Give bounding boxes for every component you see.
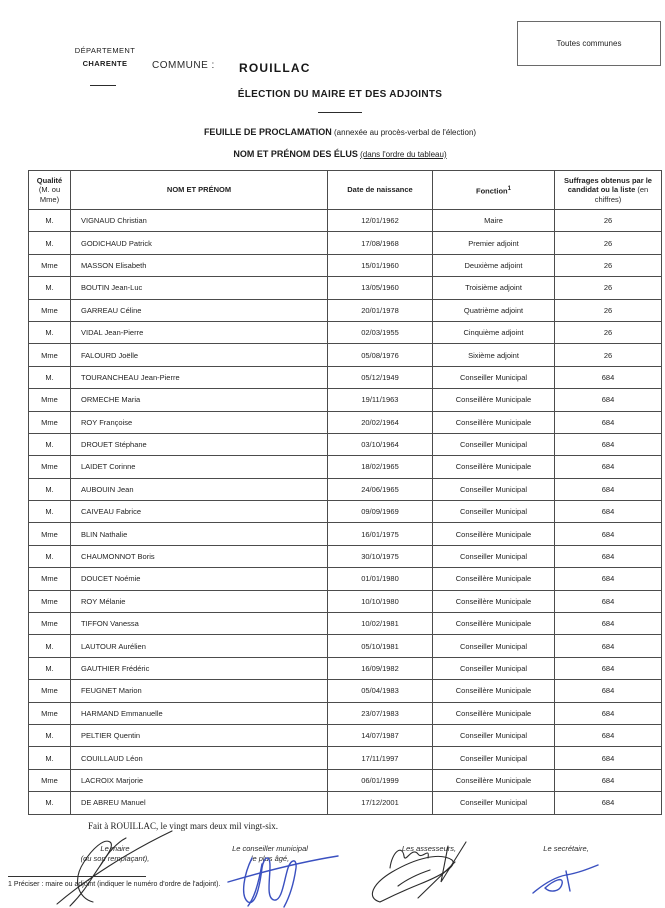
- conseiller-signature-scrawl: [228, 853, 338, 907]
- nom-cell: AUBOUIN Jean: [71, 478, 328, 500]
- fonction-cell: Conseiller Municipal: [433, 366, 555, 388]
- date-naissance-cell: 16/01/1975: [328, 523, 433, 545]
- fonction-cell: Premier adjoint: [433, 232, 555, 254]
- nom-cell: LAUTOUR Aurélien: [71, 635, 328, 657]
- date-naissance-cell: 17/08/1968: [328, 232, 433, 254]
- signature-label-assesseurs: [402, 844, 456, 854]
- suffrages-cell: 684: [555, 635, 662, 657]
- nom-cell: DE ABREU Manuel: [71, 792, 328, 814]
- date-naissance-cell: 09/09/1969: [328, 501, 433, 523]
- nom-cell: ROY Françoise: [71, 411, 328, 433]
- signature-label-secretaire: [543, 844, 588, 854]
- nom-cell: FALOURD Joëlle: [71, 344, 328, 366]
- fonction-cell: Conseiller Municipal: [433, 501, 555, 523]
- date-naissance-cell: 05/10/1981: [328, 635, 433, 657]
- subtitle-proclamation: [15, 127, 665, 137]
- nom-cell: ORMECHE Maria: [71, 389, 328, 411]
- fonction-cell: Conseillère Municipale: [433, 613, 555, 635]
- fonction-cell: Conseiller Municipal: [433, 792, 555, 814]
- fonction-cell: Conseillère Municipale: [433, 456, 555, 478]
- date-naissance-cell: 10/02/1981: [328, 613, 433, 635]
- suffrages-cell: 684: [555, 478, 662, 500]
- table-row: [29, 724, 662, 746]
- header-fonction-footnote-ref: 1: [507, 185, 511, 192]
- nom-cell: TIFFON Vanessa: [71, 613, 328, 635]
- header-qualite-line2: (M. ou Mme): [38, 185, 61, 204]
- table-row: [29, 657, 662, 679]
- table-row: [29, 568, 662, 590]
- subtitle-proclamation-normal: (annexée au procès-verbal de l'élection): [334, 128, 477, 137]
- suffrages-cell: 684: [555, 456, 662, 478]
- table-row: [29, 545, 662, 567]
- date-naissance-cell: 30/10/1975: [328, 545, 433, 567]
- qualite-cell: Mme: [29, 680, 71, 702]
- date-naissance-cell: 06/01/1999: [328, 769, 433, 791]
- date-naissance-cell: 13/05/1960: [328, 277, 433, 299]
- qualite-cell: Mme: [29, 344, 71, 366]
- fonction-cell: Deuxième adjoint: [433, 254, 555, 276]
- subtitle-noms: [15, 149, 665, 159]
- table-row: [29, 635, 662, 657]
- date-naissance-cell: 03/10/1964: [328, 433, 433, 455]
- suffrages-cell: 26: [555, 277, 662, 299]
- fonction-cell: Conseillère Municipale: [433, 680, 555, 702]
- footnote-divider: [8, 876, 146, 877]
- date-naissance-cell: 20/02/1964: [328, 411, 433, 433]
- nom-cell: BLIN Nathalie: [71, 523, 328, 545]
- signature-label-conseiller: [232, 844, 308, 863]
- subtitle-noms-bold: NOM ET PRÉNOM DES ÉLUS: [233, 149, 358, 159]
- fonction-cell: Conseiller Municipal: [433, 433, 555, 455]
- suffrages-cell: 684: [555, 680, 662, 702]
- header-suffrages-bold: Suffrages obtenus par le candidat ou la liste: [564, 175, 652, 195]
- date-naissance-cell: 23/07/1983: [328, 702, 433, 724]
- subtitle-proclamation-bold: FEUILLE DE PROCLAMATION: [203, 127, 332, 137]
- header-suffrages: [555, 171, 662, 210]
- fonction-cell: Quatrième adjoint: [433, 299, 555, 321]
- nom-cell: CHAUMONNOT Boris: [71, 545, 328, 567]
- suffrages-cell: 684: [555, 724, 662, 746]
- header-qualite: [29, 171, 71, 210]
- fonction-cell: Conseiller Municipal: [433, 545, 555, 567]
- department-label: DÉPARTEMENT: [74, 46, 136, 55]
- suffrages-cell: 684: [555, 366, 662, 388]
- department-name: CHARENTE: [82, 59, 128, 68]
- signature-conseiller-line1: Le conseiller municipal: [232, 844, 308, 853]
- signature-secretaire-line1: Le secrétaire,: [543, 844, 589, 853]
- header-date-naissance: Date de naissance: [328, 171, 433, 210]
- date-naissance-cell: 17/12/2001: [328, 792, 433, 814]
- nom-cell: BOUTIN Jean-Luc: [71, 277, 328, 299]
- nom-cell: VIDAL Jean-Pierre: [71, 321, 328, 343]
- table-row: [29, 501, 662, 523]
- stamp-box-text: Toutes communes: [556, 39, 622, 48]
- suffrages-cell: 684: [555, 545, 662, 567]
- nom-cell: TOURANCHEAU Jean-Pierre: [71, 366, 328, 388]
- date-naissance-cell: 19/11/1963: [328, 389, 433, 411]
- suffrages-cell: 26: [555, 299, 662, 321]
- date-naissance-cell: 18/02/1965: [328, 456, 433, 478]
- qualite-cell: M.: [29, 657, 71, 679]
- signature-maire-line2: (ou son remplaçant),: [80, 853, 150, 863]
- qualite-cell: Mme: [29, 613, 71, 635]
- nom-cell: GARREAU Céline: [71, 299, 328, 321]
- date-naissance-cell: 05/04/1983: [328, 680, 433, 702]
- date-naissance-cell: 12/01/1962: [328, 210, 433, 232]
- fonction-cell: Conseillère Municipale: [433, 702, 555, 724]
- table-body: [29, 210, 662, 815]
- fait-a-line: Fait à ROUILLAC, le vingt mars deux mil vingt-six.: [88, 821, 278, 831]
- table-row: [29, 321, 662, 343]
- qualite-cell: M.: [29, 277, 71, 299]
- table-row: [29, 747, 662, 769]
- table-row: [29, 389, 662, 411]
- qualite-cell: Mme: [29, 299, 71, 321]
- department-block: [62, 44, 148, 70]
- table-row: [29, 254, 662, 276]
- fonction-cell: Conseillère Municipale: [433, 389, 555, 411]
- table-row: [29, 411, 662, 433]
- fonction-cell: Troisième adjoint: [433, 277, 555, 299]
- department-divider: [90, 85, 116, 86]
- table-row: [29, 366, 662, 388]
- date-naissance-cell: 02/03/1955: [328, 321, 433, 343]
- date-naissance-cell: 20/01/1978: [328, 299, 433, 321]
- fonction-cell: Conseillère Municipale: [433, 523, 555, 545]
- suffrages-cell: 684: [555, 433, 662, 455]
- fonction-cell: Conseillère Municipale: [433, 411, 555, 433]
- header-fonction: [433, 171, 555, 210]
- suffrages-cell: 684: [555, 590, 662, 612]
- qualite-cell: M.: [29, 232, 71, 254]
- subtitle-noms-normal: (dans l'ordre du tableau): [360, 150, 447, 159]
- qualite-cell: Mme: [29, 590, 71, 612]
- table-row: [29, 299, 662, 321]
- nom-cell: GAUTHIER Frédéric: [71, 657, 328, 679]
- fonction-cell: Conseiller Municipal: [433, 635, 555, 657]
- table-row: [29, 702, 662, 724]
- suffrages-cell: 684: [555, 702, 662, 724]
- date-naissance-cell: 01/01/1980: [328, 568, 433, 590]
- qualite-cell: M.: [29, 635, 71, 657]
- signature-label-maire: [81, 844, 150, 863]
- qualite-cell: M.: [29, 792, 71, 814]
- table-row: [29, 344, 662, 366]
- date-naissance-cell: 24/06/1965: [328, 478, 433, 500]
- nom-cell: DOUCET Noémie: [71, 568, 328, 590]
- qualite-cell: Mme: [29, 568, 71, 590]
- nom-cell: VIGNAUD Christian: [71, 210, 328, 232]
- qualite-cell: Mme: [29, 254, 71, 276]
- signature-conseiller-line2: le plus âgé,: [250, 853, 290, 863]
- nom-cell: CAIVEAU Fabrice: [71, 501, 328, 523]
- qualite-cell: M.: [29, 478, 71, 500]
- fonction-cell: Conseillère Municipale: [433, 590, 555, 612]
- nom-cell: HARMAND Emmanuelle: [71, 702, 328, 724]
- table-row: [29, 769, 662, 791]
- qualite-cell: Mme: [29, 523, 71, 545]
- date-naissance-cell: 14/07/1987: [328, 724, 433, 746]
- elected-officials-table: [28, 170, 662, 815]
- qualite-cell: M.: [29, 724, 71, 746]
- suffrages-cell: 684: [555, 613, 662, 635]
- commune-name: ROUILLAC: [239, 61, 311, 75]
- suffrages-cell: 26: [555, 210, 662, 232]
- nom-cell: LACROIX Marjorie: [71, 769, 328, 791]
- qualite-cell: Mme: [29, 702, 71, 724]
- commune-label: COMMUNE :: [152, 60, 215, 71]
- date-naissance-cell: 05/08/1976: [328, 344, 433, 366]
- suffrages-cell: 684: [555, 657, 662, 679]
- qualite-cell: M.: [29, 433, 71, 455]
- suffrages-cell: 26: [555, 344, 662, 366]
- header-nom: NOM ET PRÉNOM: [71, 171, 328, 210]
- table-row: [29, 433, 662, 455]
- header-qualite-line1: Qualité: [36, 175, 63, 185]
- suffrages-cell: 684: [555, 411, 662, 433]
- fonction-cell: Conseiller Municipal: [433, 478, 555, 500]
- qualite-cell: Mme: [29, 769, 71, 791]
- signature-assesseurs-line1: Les assesseurs,: [401, 844, 457, 853]
- qualite-cell: M.: [29, 501, 71, 523]
- secretaire-signature-scrawl: [533, 865, 598, 893]
- date-naissance-cell: 05/12/1949: [328, 366, 433, 388]
- qualite-cell: Mme: [29, 411, 71, 433]
- maire-signature-scrawl: [57, 831, 172, 906]
- table-row: [29, 523, 662, 545]
- nom-cell: LAIDET Corinne: [71, 456, 328, 478]
- signature-maire-line1: Le maire: [100, 844, 130, 853]
- qualite-cell: Mme: [29, 456, 71, 478]
- suffrages-cell: 684: [555, 568, 662, 590]
- nom-cell: MASSON Elisabeth: [71, 254, 328, 276]
- fonction-cell: Conseiller Municipal: [433, 747, 555, 769]
- signatures-layer: [0, 818, 665, 908]
- suffrages-cell: 684: [555, 389, 662, 411]
- fonction-cell: Conseiller Municipal: [433, 724, 555, 746]
- footnote-text: 1 Préciser : maire ou adjoint (indiquer le numéro d'ordre de l'adjoint).: [8, 881, 221, 888]
- table-row: [29, 590, 662, 612]
- qualite-cell: M.: [29, 210, 71, 232]
- fonction-cell: Cinquième adjoint: [433, 321, 555, 343]
- fonction-cell: Conseiller Municipal: [433, 657, 555, 679]
- suffrages-cell: 26: [555, 232, 662, 254]
- stamp-box: [517, 21, 661, 66]
- date-naissance-cell: 17/11/1997: [328, 747, 433, 769]
- table-row: [29, 613, 662, 635]
- nom-cell: COUILLAUD Léon: [71, 747, 328, 769]
- nom-cell: GODICHAUD Patrick: [71, 232, 328, 254]
- table-row: [29, 456, 662, 478]
- fonction-cell: Sixième adjoint: [433, 344, 555, 366]
- table-row: [29, 680, 662, 702]
- header-suffrages-normal: (en chiffres): [594, 185, 649, 204]
- header-fonction-text: Fonction: [475, 186, 508, 195]
- suffrages-cell: 26: [555, 321, 662, 343]
- table-row: [29, 232, 662, 254]
- date-naissance-cell: 16/09/1982: [328, 657, 433, 679]
- fonction-cell: Conseillère Municipale: [433, 769, 555, 791]
- qualite-cell: M.: [29, 366, 71, 388]
- suffrages-cell: 684: [555, 769, 662, 791]
- qualite-cell: M.: [29, 321, 71, 343]
- suffrages-cell: 684: [555, 501, 662, 523]
- page-title: ÉLECTION DU MAIRE ET DES ADJOINTS: [237, 89, 443, 100]
- nom-cell: DROUET Stéphane: [71, 433, 328, 455]
- table-header: [29, 171, 662, 210]
- suffrages-cell: 26: [555, 254, 662, 276]
- nom-cell: FEUGNET Marion: [71, 680, 328, 702]
- title-divider: [318, 112, 362, 113]
- fonction-cell: Maire: [433, 210, 555, 232]
- qualite-cell: Mme: [29, 389, 71, 411]
- suffrages-cell: 684: [555, 747, 662, 769]
- table-row: [29, 478, 662, 500]
- fonction-cell: Conseillère Municipale: [433, 568, 555, 590]
- date-naissance-cell: 10/10/1980: [328, 590, 433, 612]
- nom-cell: ROY Mélanie: [71, 590, 328, 612]
- table-row: [29, 277, 662, 299]
- qualite-cell: M.: [29, 545, 71, 567]
- qualite-cell: M.: [29, 747, 71, 769]
- table-row: [29, 210, 662, 232]
- date-naissance-cell: 15/01/1960: [328, 254, 433, 276]
- suffrages-cell: 684: [555, 523, 662, 545]
- nom-cell: PELTIER Quentin: [71, 724, 328, 746]
- table-row: [29, 792, 662, 814]
- suffrages-cell: 684: [555, 792, 662, 814]
